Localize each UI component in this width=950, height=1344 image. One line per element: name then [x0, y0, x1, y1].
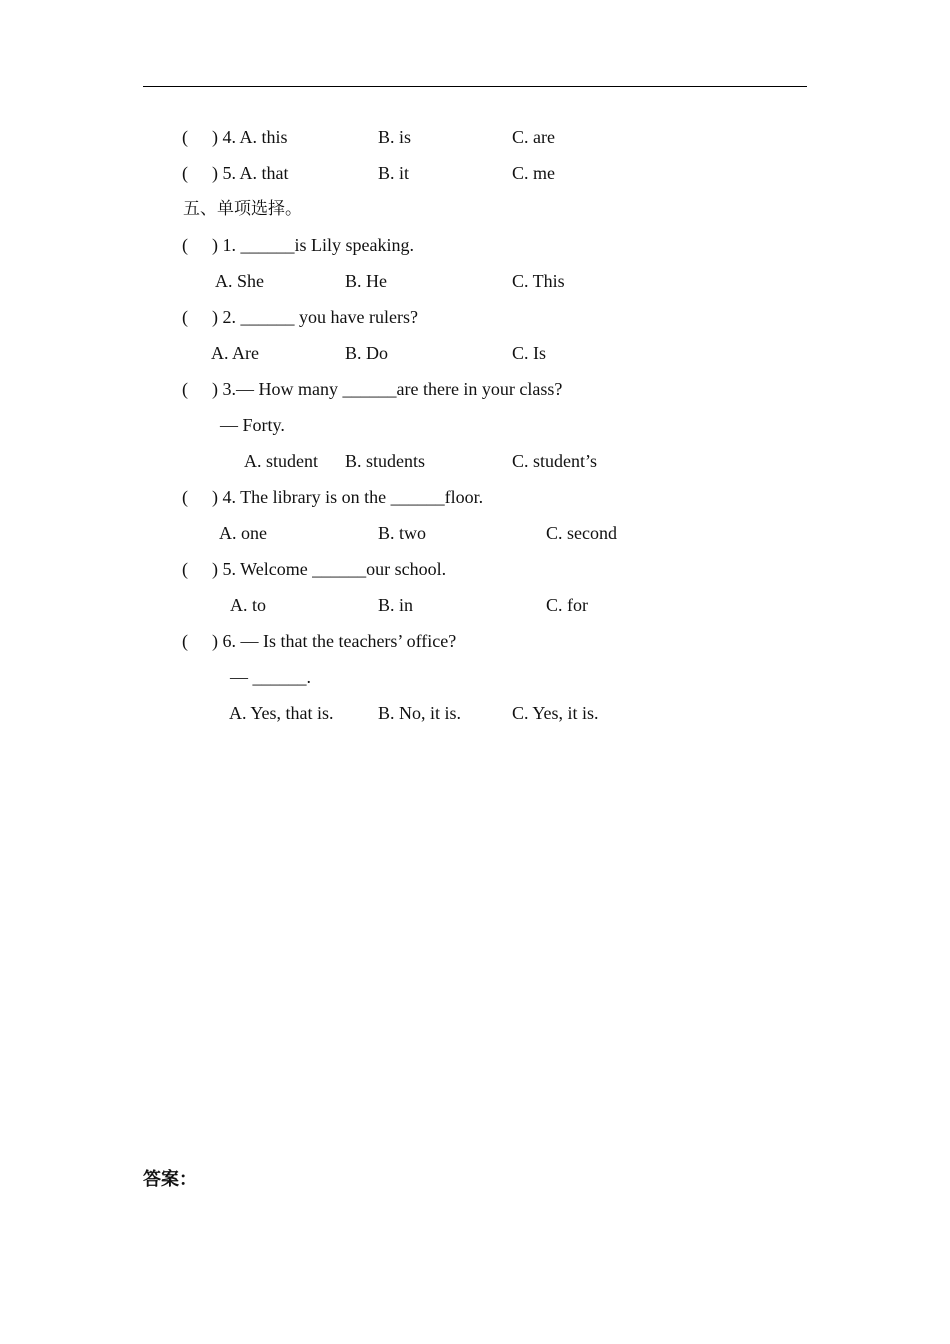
question-stem: ) 4. The library is on the ______floor.	[212, 487, 484, 507]
question-stem: ) 2. ______ you have rulers?	[212, 307, 418, 327]
answer-paren: (	[182, 379, 188, 399]
answer-paren: (	[182, 487, 188, 507]
option-b: B. two	[378, 523, 427, 543]
section-heading: 五、单项选择。	[183, 199, 302, 219]
option-a: A. Yes, that is.	[229, 703, 334, 723]
option-a: A. Are	[211, 343, 259, 363]
dialogue-reply: — Forty.	[220, 415, 285, 435]
answers-label: 答案：	[143, 1169, 197, 1190]
option-c: C. for	[546, 595, 588, 615]
option-b: B. He	[345, 271, 387, 291]
option-b: B. Do	[345, 343, 389, 363]
header-rule	[143, 86, 807, 87]
question-stem: ) 6. — Is that the teachers’ office?	[212, 631, 457, 651]
option-a: A. to	[230, 595, 266, 615]
question-4-option-a: ) 4. A. this	[212, 127, 288, 147]
answer-paren: (	[182, 235, 188, 255]
option-c: C. Is	[512, 343, 547, 363]
answer-paren: (	[182, 631, 188, 651]
option-a: A. one	[219, 523, 267, 543]
option-c: C. second	[546, 523, 617, 543]
question-stem: ) 3.— How many ______are there in your class?	[212, 379, 563, 399]
option-b: B. students	[345, 451, 426, 471]
question-5-option-c: C. me	[512, 163, 555, 183]
question-stem: ) 5. Welcome ______our school.	[212, 559, 447, 579]
question-stem: ) 1. ______is Lily speaking.	[212, 235, 414, 255]
option-a: A. She	[215, 271, 264, 291]
question-4-option-b: B. is	[378, 127, 412, 147]
answer-paren: (	[182, 127, 188, 147]
question-4-option-c: C. are	[512, 127, 555, 147]
option-c: C. Yes, it is.	[512, 703, 599, 723]
answer-paren: (	[182, 307, 188, 327]
option-c: C. student’s	[512, 451, 598, 471]
question-5-option-b: B. it	[378, 163, 410, 183]
dialogue-reply: — ______.	[230, 667, 311, 687]
option-c: C. This	[512, 271, 565, 291]
option-a: A. student	[244, 451, 318, 471]
option-b: B. No, it is.	[378, 703, 462, 723]
option-b: B. in	[378, 595, 414, 615]
answer-paren: (	[182, 163, 188, 183]
answer-paren: (	[182, 559, 188, 579]
question-5-option-a: ) 5. A. that	[212, 163, 289, 183]
